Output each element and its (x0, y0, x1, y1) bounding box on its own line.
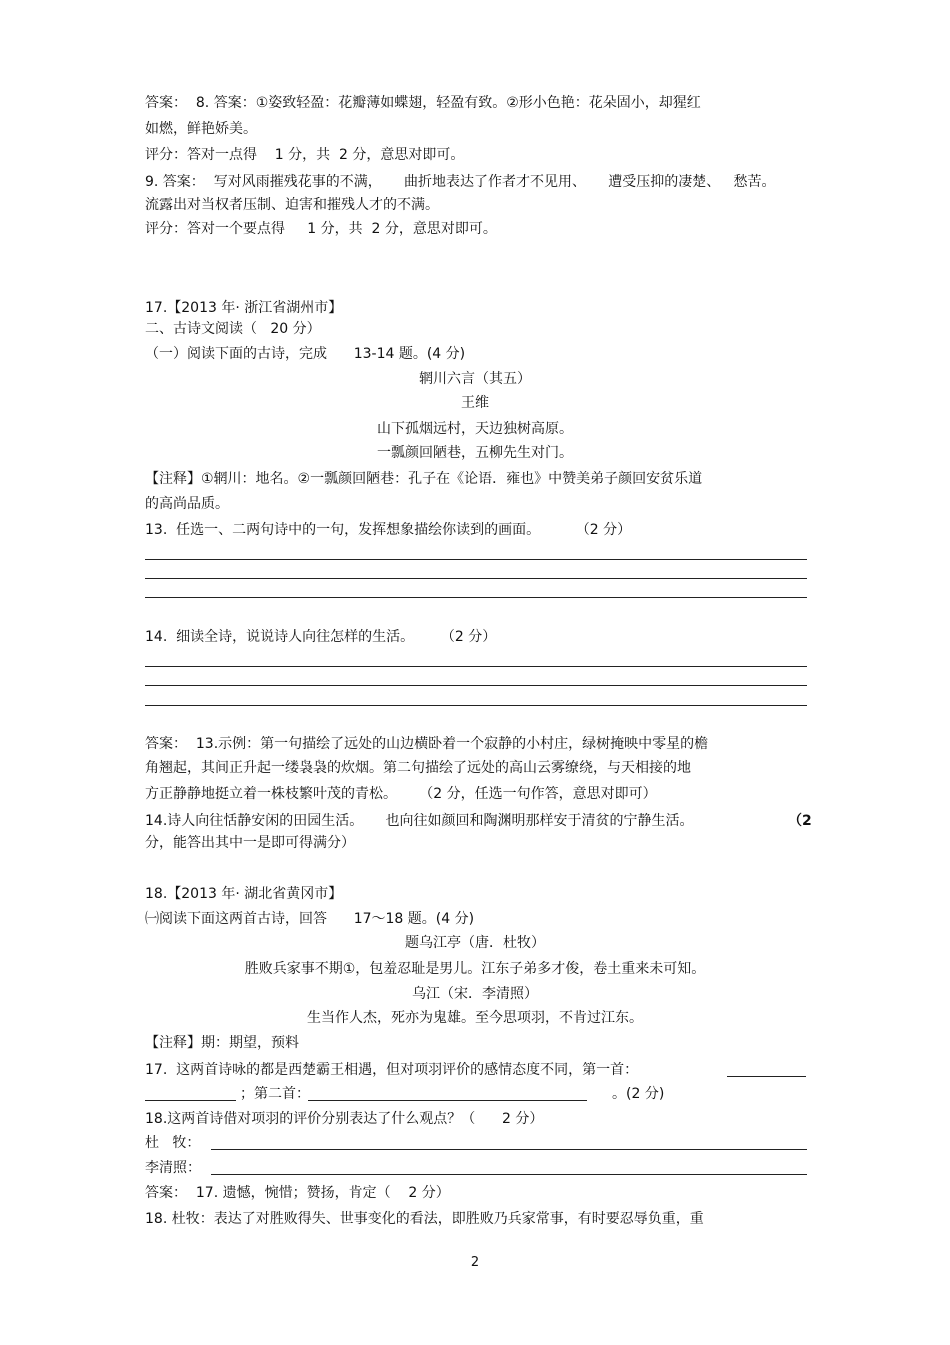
poem2-text: 胜败兵家事不期①，包羞忍耻是男儿。江东子弟多才俊，卷土重来未可知。 (244, 961, 706, 977)
poem1-title: 辋川六言（其五） (419, 371, 531, 387)
section-18-intro: ㈠阅读下面这两首古诗，回答 17～18 题。(4 分) (145, 911, 475, 927)
scoring-8: 评分：答对一点得 1 分，共 2 分，意思对即可。 (145, 147, 465, 163)
label-du-mu: 杜 牧： (145, 1135, 201, 1151)
answer-14-score: （2 (788, 813, 812, 829)
page-number: 2 (470, 1255, 480, 1270)
note1-line2: 的高尚品质。 (145, 496, 229, 512)
answer-line[interactable] (145, 685, 807, 686)
answer-line[interactable] (145, 597, 807, 598)
section-17-part: 二、古诗文阅读（ 20 分） (145, 321, 321, 337)
poem2-title: 题乌江亭（唐．杜牧） (405, 935, 545, 951)
question-13: 13. 任选一、二两句诗中的一句，发挥想象描绘你读到的画面。 （2 分） (145, 522, 632, 538)
poem1-author: 王维 (461, 395, 489, 411)
answer-blank-17c[interactable] (308, 1100, 587, 1101)
answer-13-line1: 答案： 13.示例：第一句描绘了远处的山边横卧着一个寂静的小村庄，绿树掩映中零星的檐 (145, 736, 709, 752)
answer-line-li-qingzhao[interactable] (211, 1174, 807, 1175)
note1-line1: 【注释】①辋川：地名。②一瓢颜回陋巷：孔子在《论语．雍也》中赞美弟子颜回安贫乐道 (145, 471, 703, 487)
answer-17: 答案： 17. 遗憾，惋惜；赞扬，肯定（ 2 分） (145, 1185, 450, 1201)
question-17-points: 。(2 分) (612, 1086, 665, 1102)
answer-blank-17a[interactable] (727, 1076, 806, 1077)
answer-line-du-mu[interactable] (211, 1149, 807, 1150)
answer-line[interactable] (145, 705, 807, 706)
answer-13-line2: 角翘起，其间正升起一缕袅袅的炊烟。第二句描绘了远处的高山云雾缭绕，与天相接的地 (145, 760, 691, 776)
answer-8-line1: 答案： 8. 答案：①姿致轻盈：花瓣薄如蝶翅，轻盈有致。②形小色艳：花朵固小，却猩红 (145, 95, 701, 111)
section-17-heading: 17.【2013 年· 浙江省湖州市】 (145, 300, 343, 316)
question-17-part2: ；第二首： (240, 1086, 310, 1102)
answer-8-line2: 如燃，鲜艳娇美。 (145, 121, 257, 137)
note2: 【注释】期：期望，预料 (145, 1035, 299, 1051)
answer-9-line1: 9. 答案： 写对风雨摧残花事的不满， 曲折地表达了作者才不见用、 遭受压抑的凄楚、 愁苦。 (145, 174, 776, 190)
answer-13-line3: 方正静静地挺立着一株枝繁叶茂的青松。 （2 分，任选一句作答，意思对即可） (145, 786, 657, 802)
scoring-9: 评分：答对一个要点得 1 分，共 2 分，意思对即可。 (145, 221, 497, 237)
answer-14-line1: 14.诗人向往恬静安闲的田园生活。 也向往如颜回和陶渊明那样安于清贫的宁静生活。 (145, 813, 694, 829)
answer-14-line2: 分，能答出其中一是即可得满分） (145, 835, 355, 851)
answer-line[interactable] (145, 666, 807, 667)
section-18-heading: 18.【2013 年· 湖北省黄冈市】 (145, 886, 343, 902)
question-18: 18.这两首诗借对项羽的评价分别表达了什么观点？（ 2 分） (145, 1111, 544, 1127)
question-14: 14. 细读全诗，说说诗人向往怎样的生活。 （2 分） (145, 629, 497, 645)
label-li-qingzhao: 李清照： (145, 1160, 201, 1176)
poem1-line1: 山下孤烟远村，天边独树高原。 (377, 421, 573, 437)
poem3-text: 生当作人杰，死亦为鬼雄。至今思项羽，不肯过江东。 (307, 1010, 643, 1026)
answer-blank-17b[interactable] (145, 1100, 236, 1101)
poem3-title: 乌江（宋．李清照） (412, 986, 538, 1002)
answer-line[interactable] (145, 559, 807, 560)
answer-9-line2: 流露出对当权者压制、迫害和摧残人才的不满。 (145, 197, 439, 213)
section-17-intro: （一）阅读下面的古诗，完成 13-14 题。(4 分) (145, 346, 466, 362)
poem1-line2: 一瓢颜回陋巷，五柳先生对门。 (377, 445, 573, 461)
answer-line[interactable] (145, 578, 807, 579)
question-17: 17. 这两首诗咏的都是西楚霸王相遇，但对项羽评价的感情态度不同，第一首： (145, 1062, 639, 1078)
answer-18: 18. 杜牧：表达了对胜败得失、世事变化的看法，即胜败乃兵家常事，有时要忍辱负重，重 (145, 1211, 704, 1227)
